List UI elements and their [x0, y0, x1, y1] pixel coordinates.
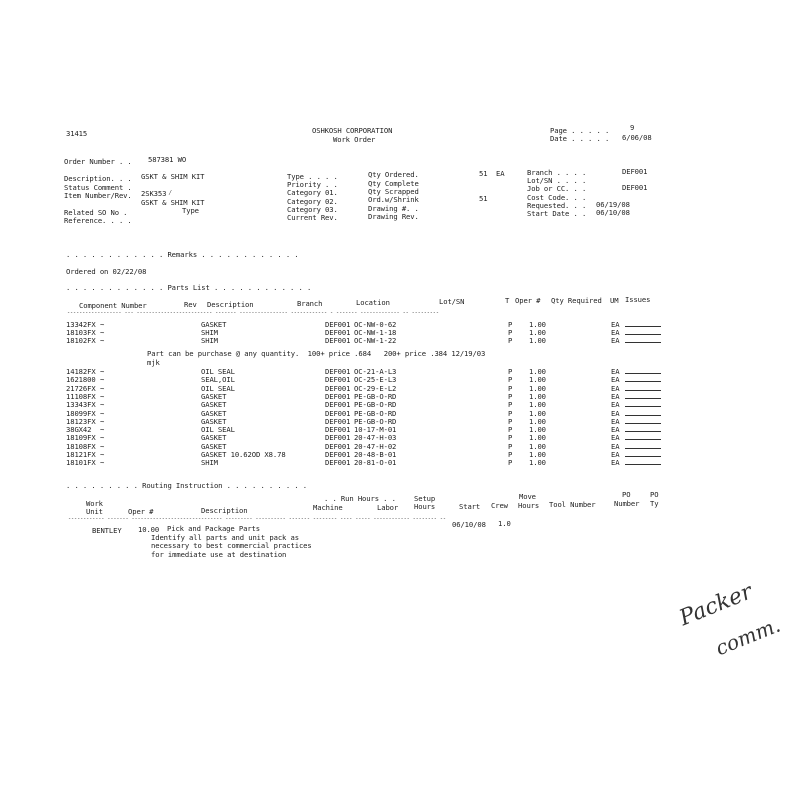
- part-location: OC-21-A-L3: [354, 367, 397, 376]
- routing-unit: BENTLEY: [92, 526, 122, 535]
- issues-blank-line: [625, 406, 661, 407]
- item-number-value: 2SK353: [141, 189, 167, 198]
- issues-blank-line: [625, 326, 661, 327]
- part-description: SHIM: [201, 458, 218, 468]
- order-number-value: 587381 WO: [148, 155, 187, 164]
- part-branch: DEF001: [325, 433, 351, 443]
- part-branch: DEF001: [325, 367, 351, 376]
- branch-label: Branch . . . .: [527, 168, 587, 177]
- part-branch: DEF001: [325, 450, 351, 459]
- part-branch: DEF001: [325, 336, 351, 346]
- requested-label: Requested. . .: [527, 201, 587, 210]
- issues-blank-line: [625, 423, 661, 424]
- drawing-number-label: Drawing #. .: [368, 204, 419, 213]
- part-oper: 1.00: [529, 450, 546, 459]
- part-oper: 1.00: [529, 320, 546, 329]
- col-oper: Oper #: [515, 296, 541, 305]
- part-location: PE-GB-O-RD: [354, 391, 397, 401]
- col-move-hours: Hours: [518, 501, 540, 510]
- qty-ordered-value: 51: [479, 169, 488, 178]
- part-type: P: [508, 450, 513, 459]
- part-description: GASKET: [201, 433, 227, 443]
- part-um: EA: [611, 408, 620, 418]
- qty-ordered-um: EA: [496, 169, 505, 178]
- document-id: 31415: [66, 129, 88, 138]
- document-type: Work Order: [333, 135, 376, 144]
- part-oper: 1.00: [529, 375, 546, 385]
- part-branch: DEF001: [325, 416, 351, 426]
- lot-sn-label: Lot/SN . . . .: [527, 176, 587, 185]
- part-location: PE-GB-O-RD: [354, 416, 397, 426]
- col-labor: Labor: [377, 503, 399, 512]
- part-branch: DEF001: [325, 375, 351, 385]
- part-location: OC-29-E-L2: [354, 383, 397, 393]
- part-type: P: [508, 320, 513, 329]
- check-mark: ~: [100, 433, 105, 443]
- parts-list-heading: . . . . . . . . . . . . Parts List . . . . . . . . . . . .: [66, 283, 312, 292]
- current-rev-label: Current Rev.: [287, 213, 338, 222]
- part-location: OC-NW-0-62: [354, 320, 397, 329]
- part-um: EA: [611, 400, 620, 410]
- routing-underline: ------------ ------- ------------------------------ --------- ---------- ------- -------- ---- ----- ------------ -------- --: [68, 516, 446, 522]
- part-type: P: [508, 391, 513, 401]
- component-number: 11108FX: [66, 391, 96, 401]
- part-type: P: [508, 458, 513, 468]
- ord-shrink-label: Ord.w/Shrink: [368, 195, 419, 204]
- col-crew: Crew: [491, 501, 508, 510]
- part-oper: 1.00: [529, 416, 546, 426]
- category01-label: Category 01.: [287, 188, 338, 197]
- issues-blank-line: [625, 334, 661, 335]
- part-um: EA: [611, 450, 620, 459]
- component-number: 18102FX: [66, 336, 96, 346]
- check-mark: ~: [100, 408, 105, 418]
- start-date-value: 06/10/08: [596, 208, 630, 217]
- qty-scrapped-label: Qty Scrapped: [368, 187, 419, 196]
- remarks-text: Ordered on 02/22/08: [66, 267, 147, 276]
- issues-blank-line: [625, 398, 661, 399]
- col-um: UM: [610, 296, 619, 305]
- part-oper: 1.00: [529, 383, 546, 393]
- component-number: 1621800: [66, 375, 96, 385]
- col-ty: Ty: [650, 499, 659, 508]
- issues-blank-line: [625, 373, 661, 374]
- company-name: OSHKOSH CORPORATION: [312, 126, 393, 135]
- part-um: EA: [611, 383, 620, 393]
- part-oper: 1.00: [529, 408, 546, 418]
- date-label: Date . . . . .: [550, 134, 610, 143]
- part-oper: 1.00: [529, 400, 546, 410]
- part-location: PE-GB-O-RD: [354, 408, 397, 418]
- check-mark: ~: [100, 328, 105, 338]
- part-um: EA: [611, 328, 620, 338]
- component-number: 14182FX: [66, 367, 96, 376]
- issues-blank-line: [625, 431, 661, 432]
- remarks-heading: . . . . . . . . . . . . Remarks . . . . . . . . . . . .: [66, 250, 299, 259]
- part-description: GASKET: [201, 320, 227, 329]
- part-oper: 1.00: [529, 336, 546, 346]
- part-branch: DEF001: [325, 441, 351, 451]
- part-location: 20-48-B-01: [354, 450, 397, 459]
- part-branch: DEF001: [325, 458, 351, 468]
- part-location: OC-NW-1-18: [354, 328, 397, 338]
- page-number: 9: [630, 123, 635, 132]
- ord-shrink-value: 51: [479, 194, 488, 203]
- part-oper: 1.00: [529, 425, 546, 435]
- col-location: Location: [356, 298, 390, 307]
- col-description: Description: [207, 300, 254, 309]
- routing-oper: 10.00: [138, 525, 160, 534]
- check-mark: ~: [100, 367, 105, 376]
- component-number: 18101FX: [66, 458, 96, 468]
- part-description: GASKET: [201, 441, 227, 451]
- check-mark: ~: [100, 391, 105, 401]
- col-issues: Issues: [625, 295, 651, 304]
- part-location: 20-81-O-01: [354, 458, 397, 468]
- component-number: 38GX42: [66, 425, 92, 435]
- type-label: Type . . . .: [287, 172, 338, 181]
- part-branch: DEF001: [325, 400, 351, 410]
- col-t: T: [505, 296, 510, 305]
- part-description: SHIM: [201, 336, 218, 346]
- part-oper: 1.00: [529, 367, 546, 376]
- part-location: OC-NW-1-22: [354, 336, 397, 346]
- part-type: P: [508, 336, 513, 346]
- part-description: GASKET: [201, 391, 227, 401]
- component-number: 18099FX: [66, 408, 96, 418]
- routing-desc-line-2: Identify all parts and unit pack as: [151, 533, 299, 542]
- part-um: EA: [611, 336, 620, 346]
- requested-value: 06/19/08: [596, 200, 630, 209]
- qty-ordered-label: Qty Ordered.: [368, 170, 419, 179]
- part-um: EA: [611, 441, 620, 451]
- status-comment-label: Status Comment .: [64, 183, 132, 192]
- part-type: P: [508, 328, 513, 338]
- drawing-rev-label: Drawing Rev.: [368, 212, 419, 221]
- part-um: EA: [611, 320, 620, 329]
- issues-blank-line: [625, 448, 661, 449]
- type-label-left: Type: [182, 206, 199, 215]
- issues-blank-line: [625, 390, 661, 391]
- routing-start: 06/10/08: [452, 520, 486, 529]
- part-description: OIL SEAL: [201, 383, 235, 393]
- component-number: 18108FX: [66, 441, 96, 451]
- issues-blank-line: [625, 342, 661, 343]
- part-um: EA: [611, 375, 620, 385]
- component-number: 21726FX: [66, 383, 96, 393]
- part-description: GASKET: [201, 408, 227, 418]
- check-mark: ~: [100, 441, 105, 451]
- component-number: 18121FX: [66, 450, 96, 459]
- issues-blank-line: [625, 464, 661, 465]
- check-mark: ~: [100, 450, 105, 459]
- part-description: GASKET: [201, 400, 227, 410]
- note-initials: mjk: [147, 358, 160, 367]
- item-number-label: Item Number/Rev.: [64, 191, 132, 200]
- category02-label: Category 02.: [287, 197, 338, 206]
- part-um: EA: [611, 416, 620, 426]
- date-value: 6/06/08: [622, 133, 652, 142]
- routing-desc-line-3: necessary to best commercial practices: [151, 541, 312, 550]
- description-label: Description. . .: [64, 174, 132, 183]
- part-type: P: [508, 383, 513, 393]
- routing-desc-line-1: Pick and Package Parts: [167, 524, 260, 533]
- part-type: P: [508, 367, 513, 376]
- check-mark: ~: [100, 416, 105, 426]
- col-rev: Rev: [184, 300, 197, 309]
- part-description: SHIM: [201, 328, 218, 338]
- part-type: P: [508, 408, 513, 418]
- part-location: OC-25-E-L3: [354, 375, 397, 385]
- qty-complete-label: Qty Complete: [368, 179, 419, 188]
- part-branch: DEF001: [325, 408, 351, 418]
- col-description-routing: Description: [201, 506, 248, 515]
- component-number: 18123FX: [66, 416, 96, 426]
- part-location: PE-GB-O-RD: [354, 400, 397, 410]
- col-unit: Unit: [86, 507, 103, 516]
- priority-label: Priority . .: [287, 180, 338, 189]
- item-description: GSKT & SHIM KIT: [141, 198, 205, 207]
- part-description: OIL SEAL: [201, 425, 235, 435]
- col-qty-required: Qty Required: [551, 296, 602, 305]
- check-mark: ~: [100, 400, 105, 410]
- col-work: Work: [86, 499, 103, 508]
- routing-heading: . . . . . . . . . Routing Instruction . . . . . . . . . .: [66, 481, 307, 490]
- part-branch: DEF001: [325, 328, 351, 338]
- part-branch: DEF001: [325, 383, 351, 393]
- part-oper: 1.00: [529, 391, 546, 401]
- col-branch: Branch: [297, 299, 323, 308]
- branch-value: DEF001: [622, 167, 648, 176]
- issues-blank-line: [625, 439, 661, 440]
- issues-blank-line: [625, 456, 661, 457]
- col-run-hours: . . Run Hours . .: [324, 494, 396, 503]
- check-mark: ~: [100, 320, 105, 329]
- col-po-number: Number: [614, 499, 640, 508]
- parts-list-underline: ------------------ --- ------------------------- ------- ---------------- ------------ - ------- ------------- -- ---------: [67, 310, 439, 316]
- col-lot-sn: Lot/SN: [439, 297, 465, 306]
- col-move: Move: [519, 492, 536, 501]
- check-mark: ~: [100, 425, 105, 435]
- job-cc-value: DEF001: [622, 183, 648, 192]
- order-number-label: Order Number . .: [64, 157, 132, 166]
- check-mark: ~: [100, 458, 105, 468]
- purchase-note: Part can be purchase @ any quantity. 100+ price .684 200+ price .384 12/19/03: [147, 349, 486, 358]
- col-po: PO: [622, 490, 631, 499]
- col-tool-number: Tool Number: [549, 500, 596, 509]
- part-oper: 1.00: [529, 458, 546, 468]
- handwritten-note-line-1: Packer: [676, 579, 756, 632]
- part-location: 20-47-H-03: [354, 433, 397, 443]
- part-type: P: [508, 375, 513, 385]
- component-number: 13343FX: [66, 400, 96, 410]
- col-setup: Setup: [414, 494, 436, 503]
- col-start: Start: [459, 502, 481, 511]
- part-type: P: [508, 433, 513, 443]
- part-type: P: [508, 441, 513, 451]
- description-value: GSKT & SHIM KIT: [141, 172, 205, 181]
- part-branch: DEF001: [325, 425, 351, 435]
- job-cc-label: Job or CC. . .: [527, 184, 587, 193]
- col-oper-routing: Oper #: [128, 507, 154, 516]
- handwritten-note-line-2: comm.: [712, 612, 784, 661]
- col-component-number: Component Number: [79, 301, 147, 310]
- issues-blank-line: [625, 381, 661, 382]
- routing-crew: 1.0: [498, 519, 511, 528]
- part-type: P: [508, 416, 513, 426]
- part-description: OIL SEAL: [201, 367, 235, 376]
- part-um: EA: [611, 433, 620, 443]
- part-um: EA: [611, 458, 620, 468]
- col-setup-hours: Hours: [414, 502, 436, 511]
- part-branch: DEF001: [325, 320, 351, 329]
- reference-label: Reference. . . .: [64, 216, 132, 225]
- issues-blank-line: [625, 415, 661, 416]
- cost-code-label: Cost Code. . .: [527, 193, 587, 202]
- check-mark: ~: [100, 336, 105, 346]
- part-description: GASKET 10.62OD X8.78: [201, 450, 286, 459]
- part-branch: DEF001: [325, 391, 351, 401]
- part-um: EA: [611, 367, 620, 376]
- part-description: SEAL,OIL: [201, 375, 235, 385]
- part-oper: 1.00: [529, 441, 546, 451]
- part-oper: 1.00: [529, 433, 546, 443]
- component-number: 18103FX: [66, 328, 96, 338]
- col-po-2: PO: [650, 490, 659, 499]
- check-mark: ~: [100, 375, 105, 385]
- check-mark: ⁄: [168, 188, 173, 197]
- part-type: P: [508, 425, 513, 435]
- related-so-label: Related SO No .: [64, 208, 128, 217]
- part-um: EA: [611, 425, 620, 435]
- part-description: GASKET: [201, 416, 227, 426]
- page-label: Page . . . . .: [550, 126, 610, 135]
- routing-desc-line-4: for immediate use at destination: [151, 550, 287, 559]
- part-location: 20-47-H-02: [354, 441, 397, 451]
- component-number: 18109FX: [66, 433, 96, 443]
- part-um: EA: [611, 391, 620, 401]
- start-date-label: Start Date . .: [527, 209, 587, 218]
- part-location: 10-17-M-01: [354, 425, 397, 435]
- component-number: 13342FX: [66, 320, 96, 329]
- part-type: P: [508, 400, 513, 410]
- category03-label: Category 03.: [287, 205, 338, 214]
- check-mark: ~: [100, 383, 105, 393]
- part-oper: 1.00: [529, 328, 546, 338]
- col-machine: Machine: [313, 503, 343, 512]
